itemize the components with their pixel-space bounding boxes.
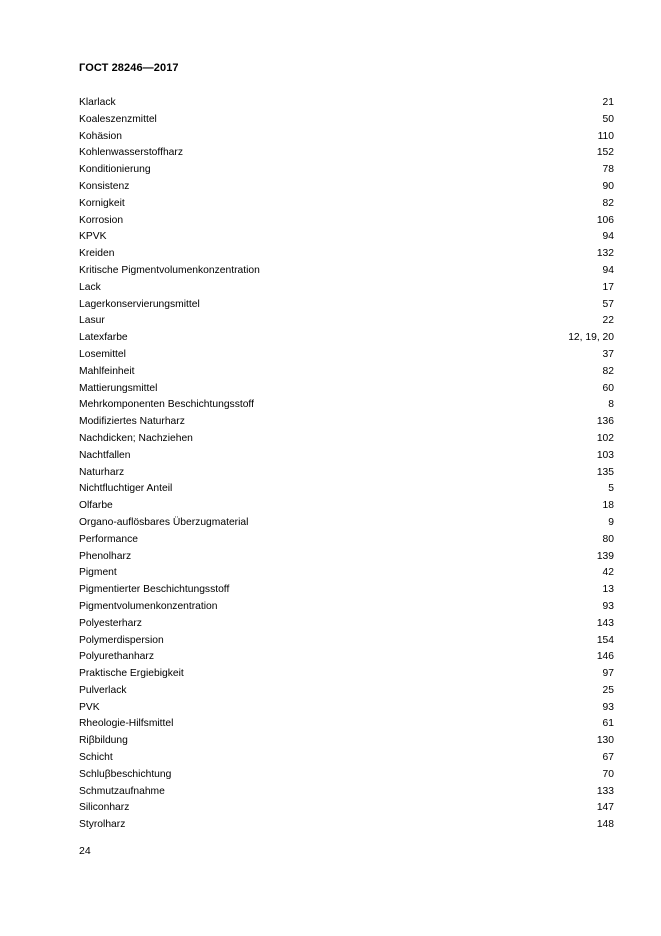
index-term: Styrolharz <box>79 819 126 831</box>
index-page-ref: 5 <box>608 483 614 495</box>
index-page-ref: 67 <box>602 752 614 764</box>
index-page-ref: 22 <box>602 315 614 327</box>
index-page-ref: 70 <box>602 768 614 780</box>
term-index <box>79 95 614 834</box>
index-term: Naturharz <box>79 466 125 478</box>
index-entry <box>79 549 614 566</box>
index-term: Konditionierung <box>79 164 151 176</box>
index-page-ref: 152 <box>596 147 614 159</box>
index-term: Polymerdispersion <box>79 634 164 646</box>
index-term: Schluβbeschichtung <box>79 768 172 780</box>
index-page-ref: 9 <box>608 516 614 528</box>
document-header: ГОСТ 28246—2017 <box>79 62 179 74</box>
index-entry <box>79 683 614 700</box>
index-term: Olfarbe <box>79 500 113 512</box>
index-page-ref: 90 <box>602 180 614 192</box>
index-term: Mattierungsmittel <box>79 382 158 394</box>
index-page-ref: 94 <box>602 231 614 243</box>
index-term: Latexfarbe <box>79 332 128 344</box>
index-entry <box>79 330 614 347</box>
index-term: Praktische Ergiebigkeit <box>79 668 184 680</box>
index-entry <box>79 767 614 784</box>
index-term: Kritische Pigmentvolumenkonzentration <box>79 264 260 276</box>
index-entry <box>79 196 614 213</box>
index-term: Schicht <box>79 752 113 764</box>
index-entry <box>79 800 614 817</box>
index-page-ref: 82 <box>602 365 614 377</box>
index-entry <box>79 616 614 633</box>
index-page-ref: 106 <box>596 214 614 226</box>
index-entry <box>79 498 614 515</box>
index-page-ref: 132 <box>596 248 614 260</box>
index-entry <box>79 263 614 280</box>
index-page-ref: 13 <box>602 584 614 596</box>
index-page-ref: 139 <box>596 550 614 562</box>
index-entry <box>79 414 614 431</box>
index-entry <box>79 229 614 246</box>
index-page-ref: 94 <box>602 264 614 276</box>
index-term: Mahlfeinheit <box>79 365 135 377</box>
index-entry <box>79 700 614 717</box>
index-page-ref: 21 <box>602 97 614 108</box>
index-term: PVK <box>79 701 100 713</box>
index-page-ref: 42 <box>602 567 614 579</box>
index-page-ref: 154 <box>596 634 614 646</box>
index-entry <box>79 817 614 834</box>
index-entry <box>79 129 614 146</box>
index-page-ref: 110 <box>597 130 614 142</box>
index-term: Siliconharz <box>79 802 130 814</box>
index-entry <box>79 297 614 314</box>
index-entry <box>79 666 614 683</box>
index-page-ref: 103 <box>596 449 614 461</box>
index-term: Lagerkonservierungsmittel <box>79 298 200 310</box>
index-entry <box>79 582 614 599</box>
index-page-ref: 82 <box>602 197 614 209</box>
index-page-ref: 12, 19, 20 <box>568 332 614 344</box>
index-entry <box>79 213 614 230</box>
index-page-ref: 130 <box>596 735 614 747</box>
index-term: Kohäsion <box>79 130 122 142</box>
index-page-ref: 60 <box>602 382 614 394</box>
index-term: Korrosion <box>79 214 124 226</box>
index-term: Konsistenz <box>79 180 130 192</box>
index-entry <box>79 347 614 364</box>
index-term: Nichtfluchtiger Anteil <box>79 483 173 495</box>
index-entry <box>79 565 614 582</box>
index-term: Schmutzaufnahme <box>79 785 165 797</box>
index-term: Pigmentierter Beschichtungsstoff <box>79 584 230 596</box>
index-page-ref: 146 <box>596 651 614 663</box>
index-page-ref: 37 <box>602 348 614 360</box>
index-term: KPVK <box>79 231 107 243</box>
index-entry <box>79 381 614 398</box>
index-page-ref: 148 <box>596 819 614 831</box>
page-number: 24 <box>79 845 91 857</box>
index-page-ref: 57 <box>602 298 614 310</box>
index-term: Modifiziertes Naturharz <box>79 416 185 428</box>
index-page-ref: 78 <box>602 164 614 176</box>
index-term: Klarlack <box>79 97 116 108</box>
index-page-ref: 135 <box>596 466 614 478</box>
index-term: Lasur <box>79 315 105 327</box>
index-entry <box>79 179 614 196</box>
index-page-ref: 147 <box>596 802 614 814</box>
index-page-ref: 80 <box>602 533 614 545</box>
index-entry <box>79 481 614 498</box>
index-term: Organo-auflösbares Überzugmaterial <box>79 516 249 528</box>
index-term: Lack <box>79 281 101 293</box>
index-page-ref: 97 <box>602 668 614 680</box>
index-entry <box>79 733 614 750</box>
index-entry <box>79 750 614 767</box>
index-entry <box>79 515 614 532</box>
index-page-ref: 50 <box>602 113 614 125</box>
index-term: Losemittel <box>79 348 126 360</box>
index-entry <box>79 364 614 381</box>
index-page-ref: 93 <box>602 600 614 612</box>
index-entry <box>79 784 614 801</box>
index-term: Pigment <box>79 567 117 579</box>
index-entry <box>79 448 614 465</box>
index-term: Performance <box>79 533 138 545</box>
index-term: Rheologie-Hilfsmittel <box>79 718 174 730</box>
index-term: Riβbildung <box>79 735 128 747</box>
index-entry <box>79 633 614 650</box>
index-term: Nachdicken; Nachziehen <box>79 432 193 444</box>
index-entry <box>79 716 614 733</box>
index-entry <box>79 246 614 263</box>
index-term: Pulverlack <box>79 684 127 696</box>
index-page-ref: 18 <box>602 500 614 512</box>
index-page-ref: 8 <box>608 399 614 411</box>
index-term: Phenolharz <box>79 550 132 562</box>
index-entry <box>79 112 614 129</box>
index-entry <box>79 145 614 162</box>
index-entry <box>79 95 614 112</box>
index-entry <box>79 532 614 549</box>
index-term: Nachtfallen <box>79 449 131 461</box>
index-page-ref: 25 <box>602 684 614 696</box>
index-entry <box>79 397 614 414</box>
index-entry <box>79 162 614 179</box>
index-term: Mehrkomponenten Beschichtungsstoff <box>79 399 254 411</box>
index-page-ref: 136 <box>596 416 614 428</box>
index-term: Pigmentvolumenkonzentration <box>79 600 218 612</box>
index-term: Koaleszenzmittel <box>79 113 157 125</box>
index-page-ref: 17 <box>602 281 614 293</box>
index-entry <box>79 599 614 616</box>
index-entry <box>79 313 614 330</box>
index-page-ref: 93 <box>602 701 614 713</box>
index-term: Kohlenwasserstoffharz <box>79 147 183 159</box>
index-page-ref: 61 <box>602 718 614 730</box>
index-page-ref: 143 <box>596 617 614 629</box>
index-term: Kreiden <box>79 248 115 260</box>
index-entry <box>79 431 614 448</box>
index-entry <box>79 465 614 482</box>
index-term: Polyesterharz <box>79 617 142 629</box>
index-page-ref: 133 <box>596 785 614 797</box>
index-page-ref: 102 <box>596 432 614 444</box>
index-term: Kornigkeit <box>79 197 125 209</box>
index-term: Polyurethanharz <box>79 651 154 663</box>
index-entry <box>79 280 614 297</box>
index-entry <box>79 649 614 666</box>
